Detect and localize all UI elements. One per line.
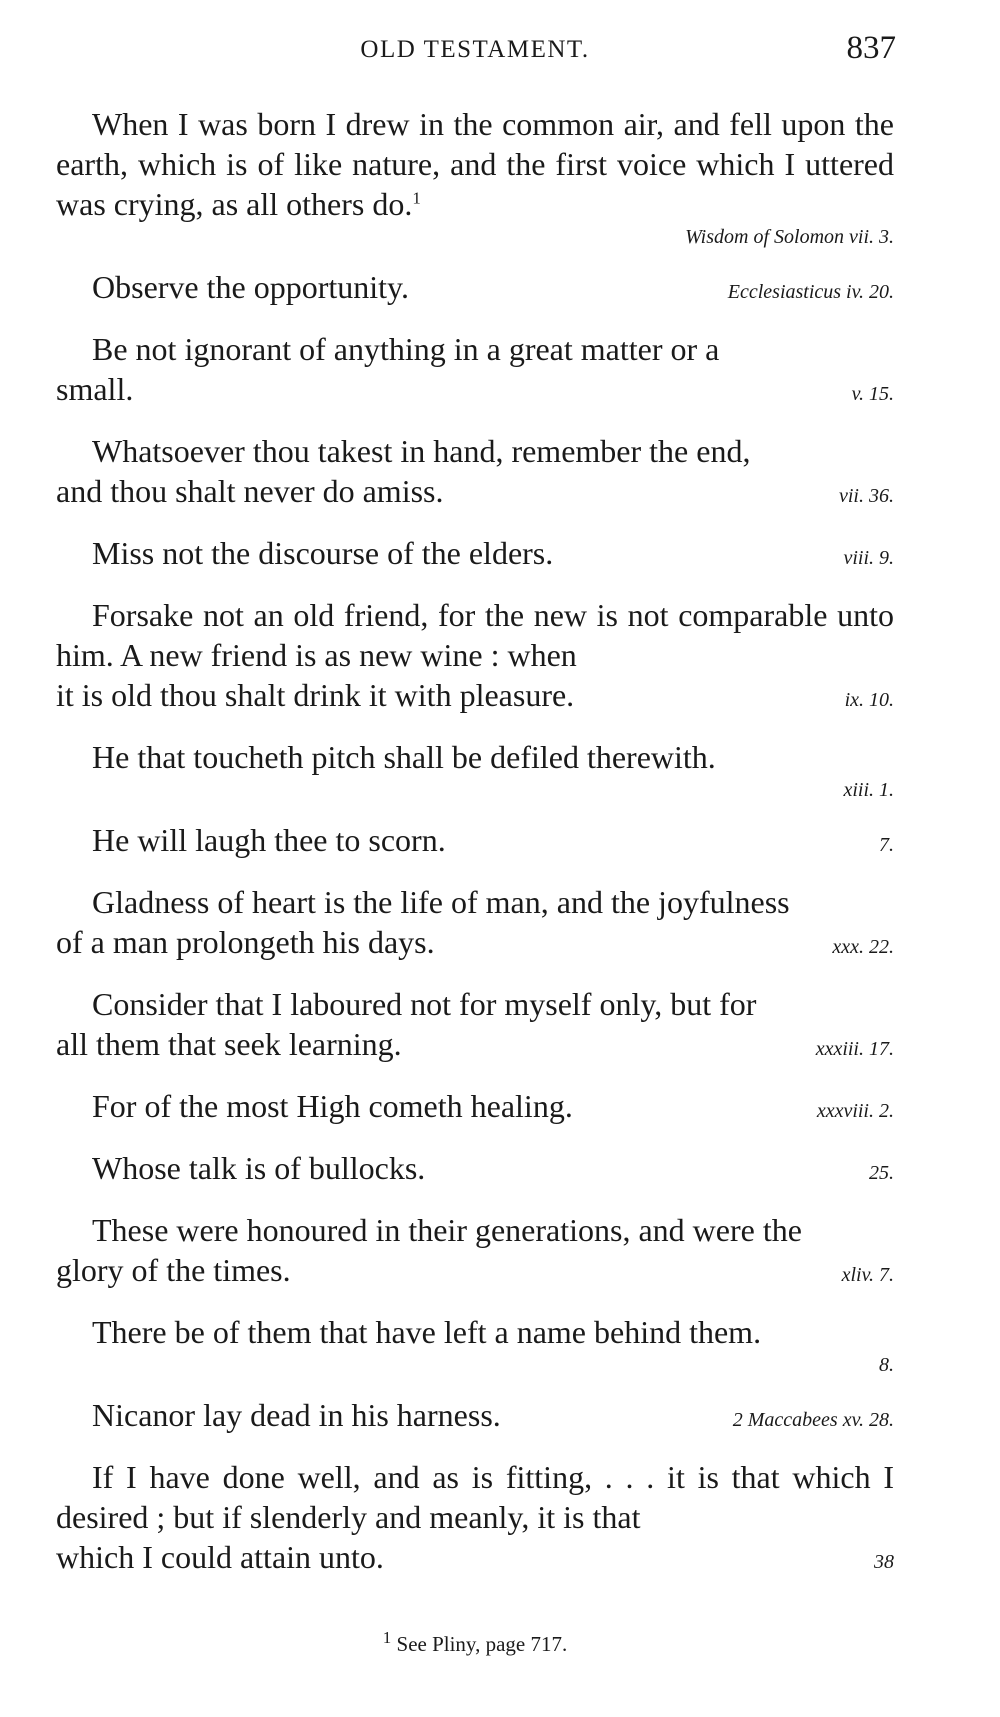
quotation-entry: [56, 1148, 894, 1193]
quotation-text: Nicanor lay dead in his harness.: [92, 1397, 501, 1433]
citation: xxxiii. 17.: [815, 1038, 894, 1060]
quotation-entry: [56, 984, 894, 1069]
quotation-entry: [56, 431, 894, 516]
citation: xxxviii. 2.: [816, 1100, 894, 1122]
quotation-entry: [56, 1457, 894, 1582]
quotation-text: He will laugh thee to scorn.: [92, 822, 446, 858]
running-title: OLD TESTAMENT.: [360, 36, 590, 63]
quotation-text: Consider that I laboured not for myself only, but for: [92, 986, 757, 1022]
quotation-text: Whatsoever thou takest in hand, remember the end,: [92, 433, 751, 469]
book-page: [56, 30, 894, 1657]
quotation-entry: [56, 820, 894, 865]
citation: Wisdom of Solomon vii. 3.: [685, 226, 894, 248]
quotation-entry: [56, 1086, 894, 1131]
quotation-text: Observe the opportunity.: [92, 269, 409, 305]
quotation-text: He that toucheth pitch shall be defiled therewith.: [92, 739, 716, 775]
citation: viii. 9.: [843, 547, 894, 569]
quotation-text-end: all them that seek learning.: [56, 1026, 402, 1062]
citation: 38: [874, 1551, 894, 1573]
citation: xxx. 22.: [832, 936, 894, 958]
quotation-text: Miss not the discourse of the elders.: [92, 535, 554, 571]
citation: 7.: [879, 834, 894, 856]
quotation-entry: [56, 882, 894, 967]
citation: vii. 36.: [839, 485, 894, 507]
citation: ix. 10.: [844, 689, 894, 711]
citation: xiii. 1.: [843, 779, 894, 801]
quotation-entry: [56, 329, 894, 414]
quotation-text-end: small.: [56, 371, 134, 407]
citation: 25.: [869, 1162, 894, 1184]
footnote: [56, 1628, 894, 1657]
page-number: 837: [846, 30, 896, 66]
citation: 2 Maccabees xv. 28.: [732, 1409, 894, 1431]
quotation-text: Whose talk is of bullocks.: [92, 1150, 426, 1186]
quotation-text-end: which I could attain unto.: [56, 1539, 384, 1575]
quotation-text: These were honoured in their generations, and were the: [92, 1212, 802, 1248]
quotation-text: When I was born I drew in the common air, and fell upon the earth, which is of like nature, and the first voice which I uttered was crying, as all others do.: [56, 106, 894, 222]
quotation-list: [56, 104, 894, 1582]
quotation-text: For of the most High cometh healing.: [92, 1088, 573, 1124]
quotation-text-end: it is old thou shalt drink it with pleasure.: [56, 677, 575, 713]
quotation-text: Forsake not an old friend, for the new is not comparable unto him. A new friend is as new wine : when: [56, 597, 894, 673]
quotation-text-end: and thou shalt never do amiss.: [56, 473, 444, 509]
footnote-number: 1: [382, 1628, 392, 1647]
quotation-entry: [56, 737, 894, 803]
quotation-text-end: of a man prolongeth his days.: [56, 924, 435, 960]
quotation-entry: [56, 1312, 894, 1378]
quotation-text: If I have done well, and as is fitting, . . . it is that which I desired ; but if slenderly and meanly, it is that: [56, 1459, 894, 1535]
quotation-text: There be of them that have left a name behind them.: [92, 1314, 762, 1350]
citation: 8.: [879, 1354, 894, 1376]
footnote-text: See Pliny, page 717.: [396, 1632, 568, 1656]
page-header: [56, 30, 894, 76]
quotation-text: Be not ignorant of anything in a great matter or a: [92, 331, 720, 367]
quotation-entry: [56, 533, 894, 578]
quotation-entry: [56, 267, 894, 312]
footnote-marker: 1: [412, 188, 421, 208]
citation: xliv. 7.: [841, 1264, 894, 1286]
quotation-text-end: glory of the times.: [56, 1252, 291, 1288]
quotation-text: Gladness of heart is the life of man, and the joyfulness: [92, 884, 790, 920]
quotation-entry: [56, 1210, 894, 1295]
quotation-entry: [56, 104, 894, 250]
citation: v. 15.: [851, 383, 894, 405]
citation: Ecclesiasticus iv. 20.: [727, 281, 894, 303]
quotation-entry: [56, 595, 894, 720]
quotation-entry: [56, 1395, 894, 1440]
